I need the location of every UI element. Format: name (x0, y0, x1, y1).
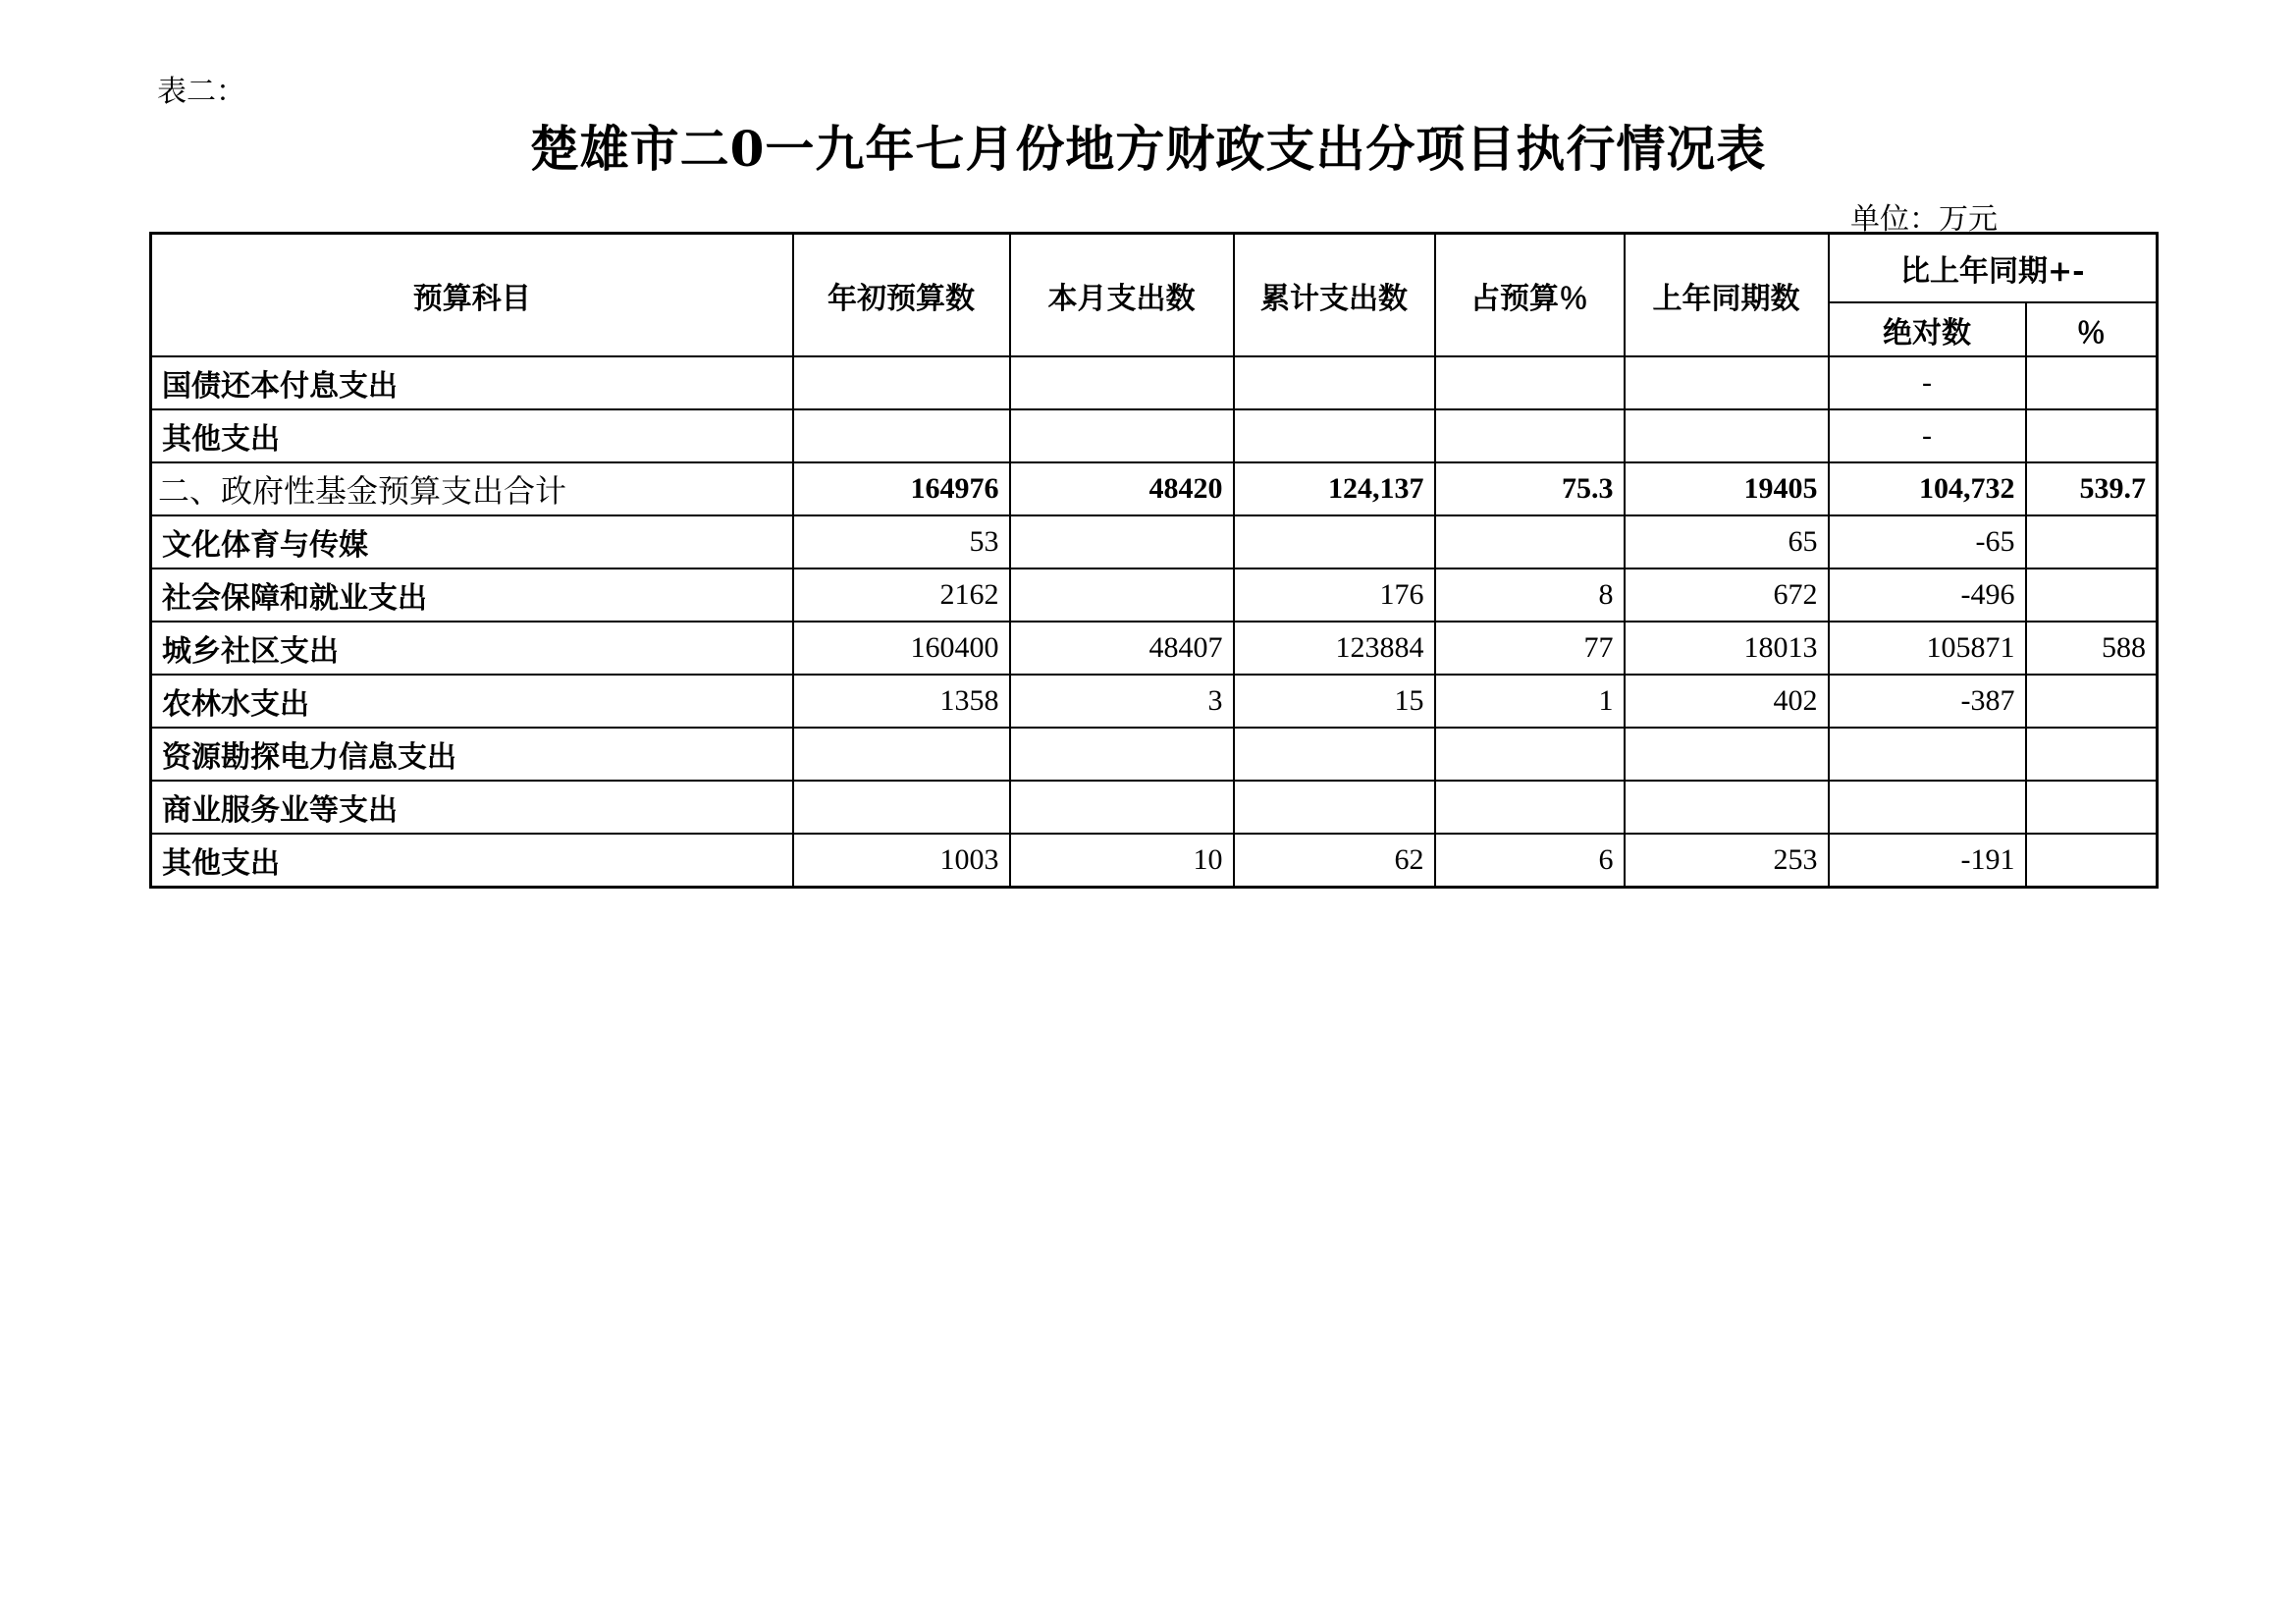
header-last-year: 上年同期数 (1625, 234, 1829, 357)
cell-absolute: -65 (1829, 515, 2026, 568)
cell-pct: 588 (2026, 622, 2158, 675)
cell-pct (2026, 781, 2158, 834)
cell-last-year: 672 (1625, 568, 1829, 622)
cell-cumulative (1234, 781, 1435, 834)
cell-pct-budget: 75.3 (1435, 462, 1625, 515)
table-row (151, 728, 2158, 781)
cell-cumulative: 62 (1234, 834, 1435, 888)
cell-pct-budget: 77 (1435, 622, 1625, 675)
cell-pct-budget (1435, 515, 1625, 568)
table-body (151, 356, 2158, 888)
cell-cumulative: 15 (1234, 675, 1435, 728)
row-item-label: 资源勘探电力信息支出 (151, 728, 793, 781)
cell-pct (2026, 515, 2158, 568)
cell-month: 48420 (1010, 462, 1234, 515)
cell-budget: 2162 (793, 568, 1010, 622)
cell-budget: 1358 (793, 675, 1010, 728)
cell-cumulative: 124,137 (1234, 462, 1435, 515)
cell-pct (2026, 728, 2158, 781)
cell-budget: 53 (793, 515, 1010, 568)
row-item-label: 文化体育与传媒 (151, 515, 793, 568)
header-pct-budget: 占预算％ (1435, 234, 1625, 357)
cell-last-year: 402 (1625, 675, 1829, 728)
cell-budget (793, 728, 1010, 781)
cell-absolute: - (1829, 356, 2026, 409)
cell-absolute: -191 (1829, 834, 2026, 888)
cell-pct-budget: 8 (1435, 568, 1625, 622)
cell-last-year: 65 (1625, 515, 1829, 568)
cell-cumulative: 176 (1234, 568, 1435, 622)
row-item-label: 国债还本付息支出 (151, 356, 793, 409)
cell-absolute: 104,732 (1829, 462, 2026, 515)
header-month: 本月支出数 (1010, 234, 1234, 357)
cell-cumulative (1234, 409, 1435, 462)
cell-month: 48407 (1010, 622, 1234, 675)
row-item-label: 农林水支出 (151, 675, 793, 728)
cell-absolute (1829, 728, 2026, 781)
header-cumulative: 累计支出数 (1234, 234, 1435, 357)
cell-pct-budget (1435, 409, 1625, 462)
cell-month (1010, 728, 1234, 781)
cell-absolute: 105871 (1829, 622, 2026, 675)
cell-pct-budget: 1 (1435, 675, 1625, 728)
table-row (151, 781, 2158, 834)
cell-month: 3 (1010, 675, 1234, 728)
cell-last-year (1625, 409, 1829, 462)
table-row (151, 409, 2158, 462)
cell-pct (2026, 568, 2158, 622)
cell-pct (2026, 675, 2158, 728)
row-item-label: 其他支出 (151, 834, 793, 888)
cell-month (1010, 781, 1234, 834)
cell-budget (793, 781, 1010, 834)
cell-cumulative (1234, 515, 1435, 568)
cell-cumulative: 123884 (1234, 622, 1435, 675)
cell-budget: 160400 (793, 622, 1010, 675)
row-item-label: 商业服务业等支出 (151, 781, 793, 834)
cell-last-year (1625, 728, 1829, 781)
cell-pct (2026, 834, 2158, 888)
expenditure-table (149, 232, 2159, 889)
table-row (151, 462, 2158, 515)
cell-budget (793, 409, 1010, 462)
row-item-label: 社会保障和就业支出 (151, 568, 793, 622)
cell-budget: 164976 (793, 462, 1010, 515)
cell-absolute: -496 (1829, 568, 2026, 622)
cell-last-year (1625, 781, 1829, 834)
cell-month: 10 (1010, 834, 1234, 888)
report-title: 楚雄市二0一九年七月份地方财政支出分项目执行情况表 (529, 120, 1767, 178)
cell-budget: 1003 (793, 834, 1010, 888)
cell-pct-budget (1435, 781, 1625, 834)
table-row (151, 675, 2158, 728)
cell-pct-budget (1435, 728, 1625, 781)
table-row (151, 622, 2158, 675)
cell-month (1010, 568, 1234, 622)
header-compare: 比上年同期+- (1829, 234, 2158, 303)
cell-pct (2026, 409, 2158, 462)
sheet-label: 表二： (157, 75, 245, 109)
cell-last-year: 19405 (1625, 462, 1829, 515)
cell-cumulative (1234, 356, 1435, 409)
table-row (151, 834, 2158, 888)
table-row (151, 356, 2158, 409)
cell-last-year: 18013 (1625, 622, 1829, 675)
table-row (151, 568, 2158, 622)
header-pct: ％ (2026, 302, 2158, 356)
cell-cumulative (1234, 728, 1435, 781)
unit-label: 单位：万元 (1850, 202, 1998, 237)
cell-last-year: 253 (1625, 834, 1829, 888)
cell-absolute: - (1829, 409, 2026, 462)
row-item-label: 其他支出 (151, 409, 793, 462)
table-row (151, 515, 2158, 568)
cell-absolute (1829, 781, 2026, 834)
cell-month (1010, 515, 1234, 568)
row-item-label: 城乡社区支出 (151, 622, 793, 675)
cell-pct-budget (1435, 356, 1625, 409)
header-budget: 年初预算数 (793, 234, 1010, 357)
cell-month (1010, 356, 1234, 409)
cell-absolute: -387 (1829, 675, 2026, 728)
cell-budget (793, 356, 1010, 409)
cell-month (1010, 409, 1234, 462)
row-item-label: 二、政府性基金预算支出合计 (151, 462, 793, 515)
header-absolute: 绝对数 (1829, 302, 2026, 356)
header-item: 预算科目 (151, 234, 793, 357)
cell-pct-budget: 6 (1435, 834, 1625, 888)
cell-pct: 539.7 (2026, 462, 2158, 515)
cell-last-year (1625, 356, 1829, 409)
cell-pct (2026, 356, 2158, 409)
